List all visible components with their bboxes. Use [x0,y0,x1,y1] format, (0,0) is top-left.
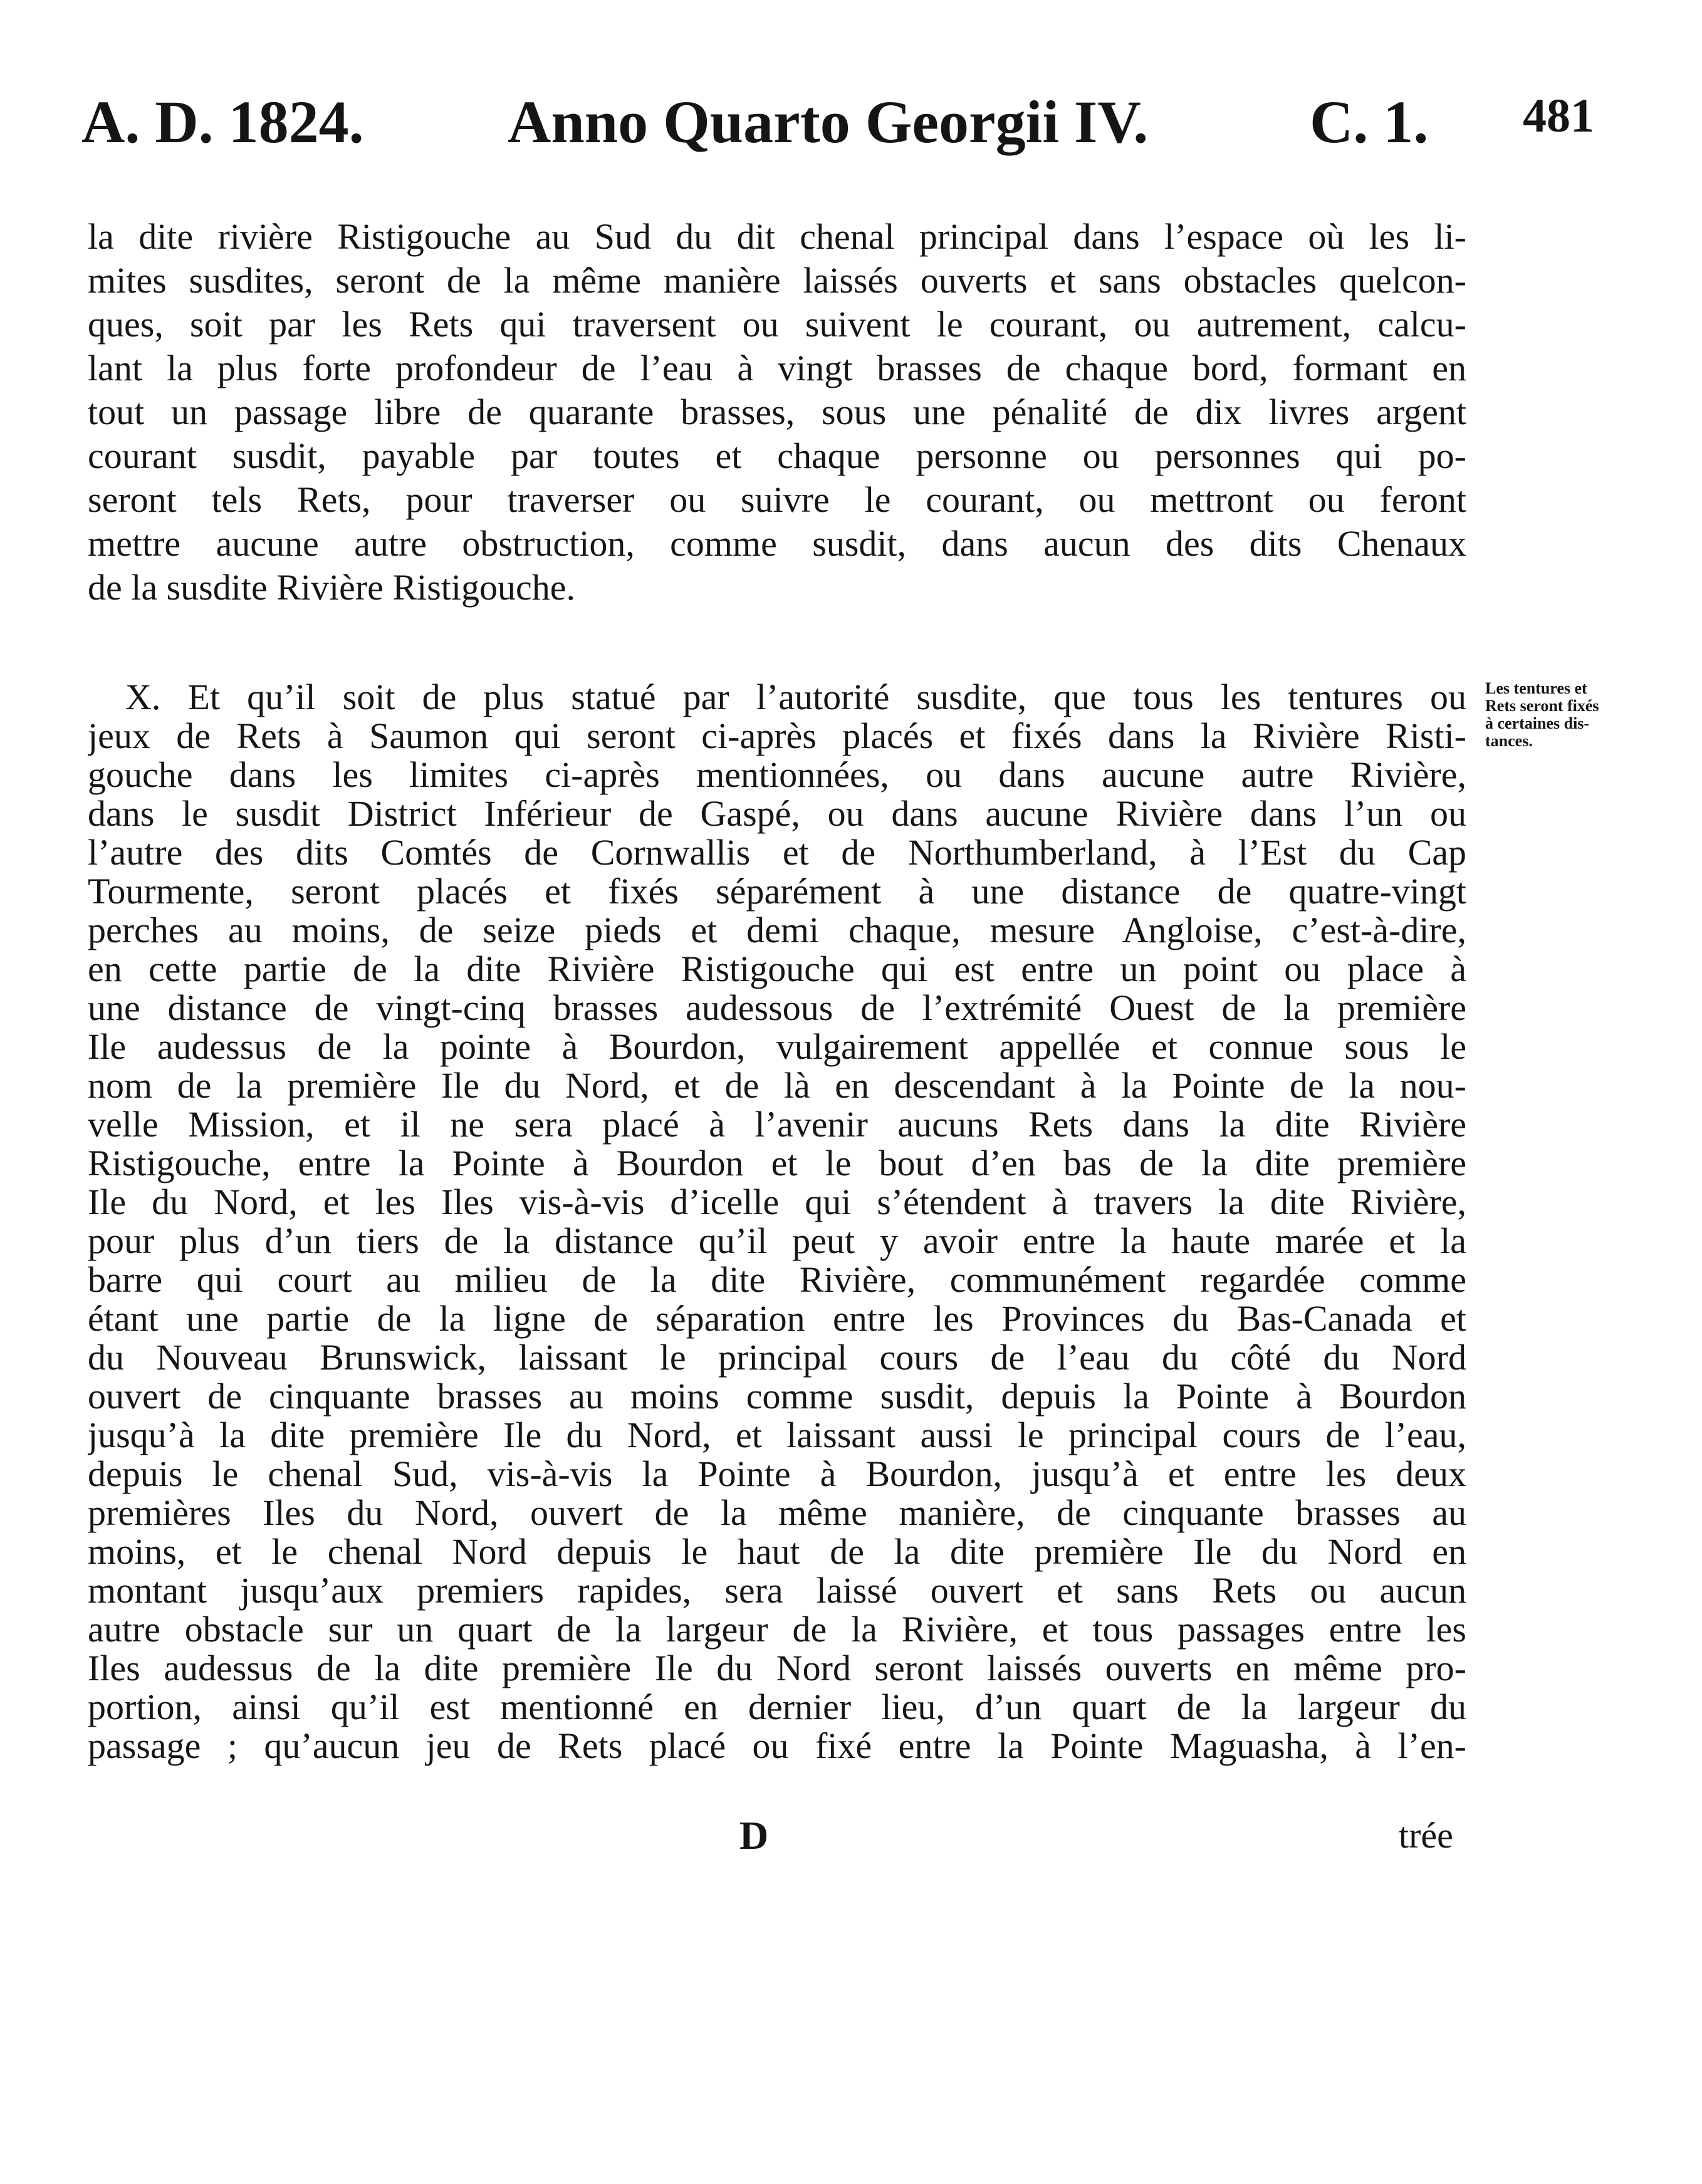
margin-note-line: tances. [1485,732,1533,750]
header-year: A. D. 1824. [81,88,364,155]
text-line: pour plus d’un tiers de la distance qu’il peut y avoir entre la haute marée et la [88,1220,1466,1261]
text-line: Ile audessus de la pointe à Bourdon, vulgairement appellée et connue sous le [88,1026,1466,1067]
text-line: nom de la première Ile du Nord, et de là en descendant à la Pointe de la nou- [88,1065,1466,1106]
text-line: portion, ainsi qu’il est mentionné en dernier lieu, d’un quart de la largeur du [88,1687,1466,1727]
text-line: Ristigouche, entre la Pointe à Bourdon et le bout d’en bas de la dite première [88,1143,1466,1183]
text-line: velle Mission, et il ne sera placé à l’avenir aucuns Rets dans la dite Rivière [88,1104,1466,1145]
margin-note-line: Les tentures et [1485,679,1587,697]
header-chapter: C. 1. [1310,88,1429,155]
text-line: moins, et le chenal Nord depuis le haut de la dite première Ile du Nord en [88,1531,1466,1572]
text-line: premières Iles du Nord, ouvert de la même manière, de cinquante brasses au [88,1492,1466,1533]
margin-note-line: à certaines dis- [1485,714,1590,732]
header-title: Anno Quarto Georgii IV. [508,88,1149,155]
text-line: depuis le chenal Sud, vis-à-vis la Pointe à Bourdon, jusqu’à et entre les deux [88,1453,1466,1494]
signature-mark: D [739,1813,769,1858]
text-line: ouvert de cinquante brasses au moins comme susdit, depuis la Pointe à Bourdon [88,1376,1466,1417]
text-line: de la susdite Rivière Ristigouche. [88,567,576,608]
text-line: en cette partie de la dite Rivière Ristigouche qui est entre un point ou place à [88,949,1466,989]
text-line: la dite rivière Ristigouche au Sud du dit chenal principal dans l’espace où les li- [88,216,1466,257]
text-line: une distance de vingt-cinq brasses audessous de l’extrémité Ouest de la première [88,987,1466,1028]
margin-note-line: Rets seront fixés [1485,697,1599,715]
text-line: étant une partie de la ligne de séparation entre les Provinces du Bas-Canada et [88,1298,1466,1339]
text-line: du Nouveau Brunswick, laissant le principal cours de l’eau du côté du Nord [88,1337,1466,1378]
text-line: seront tels Rets, pour traverser ou suivre le courant, ou mettront ou feront [88,479,1466,520]
running-header [81,88,1636,169]
text-line: mettre aucune autre obstruction, comme susdit, dans aucun des dits Chenaux [88,523,1466,564]
text-line: passage ; qu’aucun jeu de Rets placé ou fixé entre la Pointe Maguasha, à l’en- [88,1725,1466,1766]
text-line: Iles audessus de la dite première Ile du Nord seront laissés ouverts en même pro- [88,1648,1466,1688]
text-line: barre qui court au milieu de la dite Rivière, communément regardée comme [88,1259,1466,1300]
section-start-line: X. Et qu’il soit de plus statué par l’autorité susdite, que tous les tentures ou [125,677,1466,717]
text-line: perches au moins, de seize pieds et demi chaque, mesure Angloise, c’est-à-dire, [88,910,1466,950]
text-line: l’autre des dits Comtés de Cornwallis et de Northumberland, à l’Est du Cap [88,832,1466,873]
text-line: montant jusqu’aux premiers rapides, sera laissé ouvert et sans Rets ou aucun [88,1570,1466,1611]
text-line: Ile du Nord, et les Iles vis-à-vis d’icelle qui s’étendent à travers la dite Rivière, [88,1182,1466,1222]
page-number: 481 [1523,90,1594,142]
text-line: dans le susdit District Inférieur de Gaspé, ou dans aucune Rivière dans l’un ou [88,793,1466,834]
text-line: Tourmente, seront placés et fixés séparément à une distance de quatre-vingt [88,871,1466,912]
text-line: mites susdites, seront de la même manière laissés ouverts et sans obstacles quelcon- [88,260,1466,301]
margin-note [1485,680,1636,750]
text-line: courant susdit, payable par toutes et chaque personne ou personnes qui po- [88,435,1466,476]
text-line: ques, soit par les Rets qui traversent ou suivent le courant, ou autrement, calcu- [88,304,1466,345]
text-line: jusqu’à la dite première Ile du Nord, et laissant aussi le principal cours de l’eau, [88,1415,1466,1455]
text-line: jeux de Rets à Saumon qui seront ci-après placés et fixés dans la Rivière Risti- [88,715,1466,756]
text-line: gouche dans les limites ci-après mentionnées, ou dans aucune autre Rivière, [88,754,1466,795]
text-line: autre obstacle sur un quart de la largeur de la Rivière, et tous passages entre les [88,1609,1466,1650]
catchword: trée [1399,1815,1453,1856]
text-line: lant la plus forte profondeur de l’eau à vingt brasses de chaque bord, formant en [88,348,1466,388]
text-line: tout un passage libre de quarante brasses, sous une pénalité de dix livres argent [88,392,1466,432]
